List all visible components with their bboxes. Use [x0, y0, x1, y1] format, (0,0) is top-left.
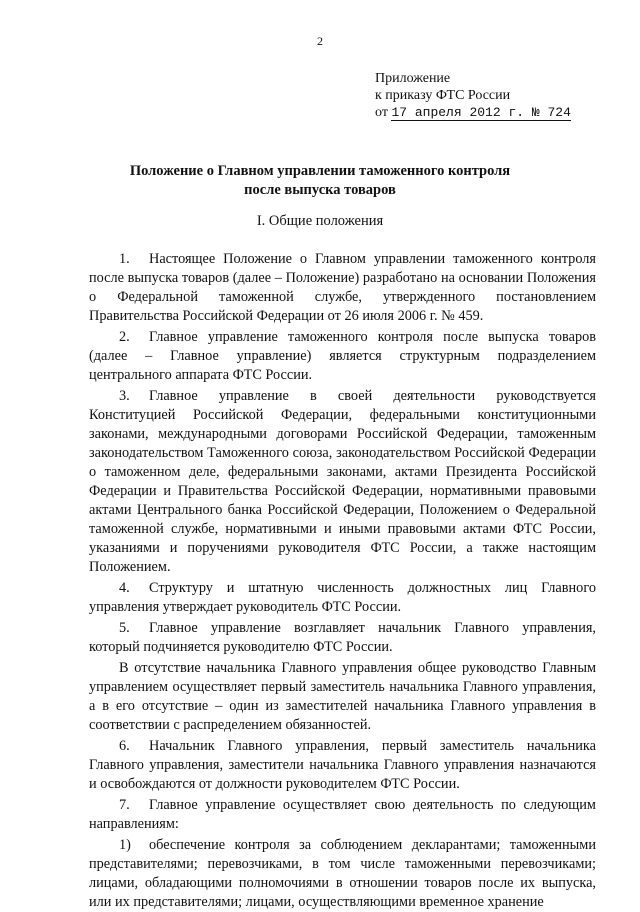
paragraph-text: Начальник Главного управления, первый заместитель начальника Главного управления, заместители начальника Главного управления назначаются и освобождаются от должности руководителем ФТС России.	[89, 738, 596, 792]
paragraph-text: Настоящее Положение о Главном управлении таможенного контроля после выпуска товаров (далее – Положение) разработано на основании Положения о Федеральной таможенной службе, утвержденного постановлением Правительства Российской Федерации от 26 июля 2006 г. № 459.	[89, 251, 596, 324]
paragraph-number: 4.	[119, 580, 130, 596]
appendix-label: Приложение	[375, 71, 451, 86]
paragraph	[89, 619, 596, 657]
document-body	[89, 250, 596, 912]
paragraph-text: Главное управление таможенного контроля после выпуска товаров (далее – Главное управление) является структурным подразделением центрального аппарата ФТС России.	[89, 329, 596, 383]
paragraph-number: 1)	[119, 837, 131, 853]
page-number: 2	[317, 34, 323, 48]
paragraph-number: 1.	[119, 251, 130, 267]
appendix-block	[375, 70, 571, 121]
section-heading: I. Общие положения	[256, 213, 384, 229]
paragraph	[89, 796, 596, 834]
paragraph-text: Главное управление в своей деятельности руководствуется Конституцией Российской Федерации, федеральными конституционными законами, международными договорами Российской Федерации, таможенным законодательством Таможенного союза, законодательством Российской Федерации о таможенном деле, федеральными законами, актами Президента Российской Федерации и Правительства Российской Федерации, нормативными правовыми актами Центрального банка Российской Федерации, Положением о Федеральной таможенной службе, нормативными и иными правовыми актами ФТС России, указаниями и поручениями руководителя ФТС России, а также настоящим Положением.	[89, 388, 596, 575]
paragraph-text: обеспечение контроля за соблюдением декларантами; таможенными представителями; перевозчиками, в том числе таможенными перевозчиками; лицами, обладающими полномочиями в отношении товаров после их выпуска, или их представителями; лицами, осуществляющими временное хранение	[89, 837, 596, 910]
paragraph-text: В отсутствие начальника Главного управления общее руководство Главным управлением осуществляет первый заместитель начальника Главного управления, а в его отсутствие – один из заместителей начальника Главного управления в соответствии с распределением обязанностей.	[89, 660, 596, 733]
document-title	[0, 162, 640, 200]
paragraph-text: Главное управление возглавляет начальник Главного управления, который подчиняется руководителю ФТС России.	[89, 620, 596, 655]
title-line-2: после выпуска товаров	[244, 182, 396, 198]
appendix-date-prefix: от	[375, 105, 388, 120]
paragraph-number: 5.	[119, 620, 130, 636]
paragraph	[89, 579, 596, 617]
paragraph-text: Главное управление осуществляет свою деятельность по следующим направлениям:	[89, 797, 596, 832]
paragraph-number: 3.	[119, 388, 130, 404]
paragraph-number: 6.	[119, 738, 130, 754]
paragraph	[89, 737, 596, 794]
paragraph	[89, 659, 596, 735]
appendix-date-line	[375, 104, 571, 121]
paragraph-number: 2.	[119, 329, 130, 345]
paragraph	[89, 328, 596, 385]
paragraph	[89, 836, 596, 912]
appendix-order-ref: к приказу ФТС России	[375, 88, 511, 103]
appendix-date: 17 апреля 2012 г. № 724	[391, 105, 571, 120]
title-line-1: Положение о Главном управлении таможенного контроля	[129, 163, 511, 179]
paragraph	[89, 387, 596, 577]
paragraph-text: Структуру и штатную численность должностных лиц Главного управления утверждает руководитель ФТС России.	[89, 580, 596, 615]
paragraph-number: 7.	[119, 797, 130, 813]
paragraph	[89, 250, 596, 326]
